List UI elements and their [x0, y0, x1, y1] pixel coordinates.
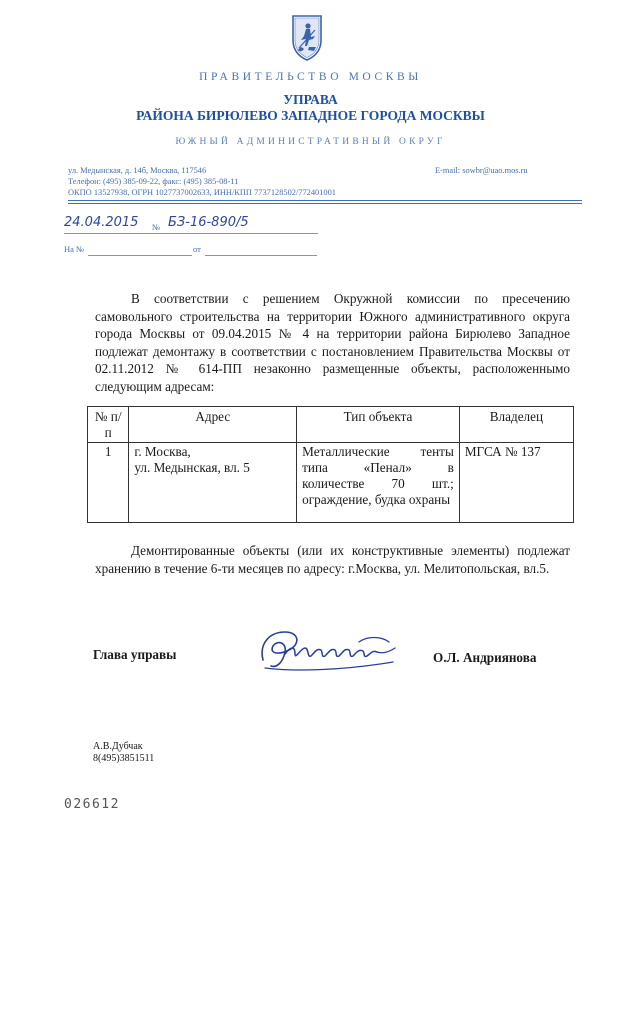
table-cell-type: Металлические тенты типа «Пенал» в количестве 70 шт.; ограждение, будка охраны	[297, 443, 460, 523]
table-header-address: Адрес	[129, 407, 297, 443]
moscow-coat-of-arms-icon	[289, 12, 325, 62]
signatory-title: Глава управы	[93, 647, 177, 662]
uprava-title: УПРАВА	[283, 92, 338, 107]
table-cell-owner: МГСА № 137	[459, 443, 573, 523]
objects-table	[87, 406, 574, 523]
letterhead-rule-thick	[68, 200, 582, 201]
table-header-number: № п/п	[88, 407, 129, 443]
reference-date-line	[205, 255, 317, 256]
registration-number-mark: №	[152, 222, 161, 232]
government-title: ПРАВИТЕЛЬСТВО МОСКВЫ	[199, 71, 422, 83]
reference-number-mark: На №	[64, 244, 85, 254]
form-serial-number: 026612	[64, 797, 120, 812]
registration-number: БЗ-16-890/5	[168, 215, 249, 230]
body-paragraph-2: Демонтированные объекты (или их конструктивные элементы) подлежат хранению в течение 6-ти месяцев по адресу: г.Москва, ул. Мелитопольская, вл.5.	[95, 543, 570, 576]
table-header-owner: Владелец	[459, 407, 573, 443]
address-line-2: ул. Медынская, вл. 5	[134, 460, 250, 475]
letterhead-email: E-mail: sowbr@uao.mos.ru	[435, 166, 528, 175]
letterhead-okpo: ОКПО 13527938, ОГРН 1027737002633, ИНН/КПП 7737128502/772401001	[68, 188, 336, 197]
signatory-name: О.Л. Андриянова	[433, 650, 537, 665]
table-header-row	[88, 407, 574, 443]
table-cell-number: 1	[88, 443, 129, 523]
handwritten-signature	[255, 622, 400, 674]
uprava-district-title: РАЙОНА БИРЮЛЕВО ЗАПАДНОЕ ГОРОДА МОСКВЫ	[136, 108, 485, 123]
table-row	[88, 443, 574, 523]
address-line-1: г. Москва,	[134, 444, 191, 459]
okrug-title: ЮЖНЫЙ АДМИНИСТРАТИВНЫЙ ОКРУГ	[175, 137, 446, 147]
registration-date: 24.04.2015	[64, 215, 139, 230]
letterhead-rule-thin	[68, 203, 582, 204]
executor-phone: 8(495)3851511	[93, 753, 155, 764]
body-paragraph-1: В соответствии с решением Окружной комиссии по пресечению самовольного строительства на территории Южного административного округа города Москвы от 09.04.2015 № 4 на территории района Бирюлево Западное подлежат демонтажу в соответствии с постановлением Правительства Москвы от 02.11.2012 № 614-ПП незаконно размещенные объекты, расположеннымо следующим адресам:	[95, 291, 570, 394]
letterhead-address: ул. Медынская, д. 14б, Москва, 117546	[68, 166, 207, 175]
reference-number-line	[88, 255, 192, 256]
table-cell-address	[129, 443, 297, 523]
executor-name: А.В.Дубчак	[93, 741, 143, 752]
registration-underline	[64, 233, 318, 234]
letterhead-phone: Телефон: (495) 385-09-22, факс: (495) 385-08-11	[68, 177, 239, 186]
table-header-type: Тип объекта	[297, 407, 460, 443]
reference-from-mark: от	[193, 244, 201, 254]
